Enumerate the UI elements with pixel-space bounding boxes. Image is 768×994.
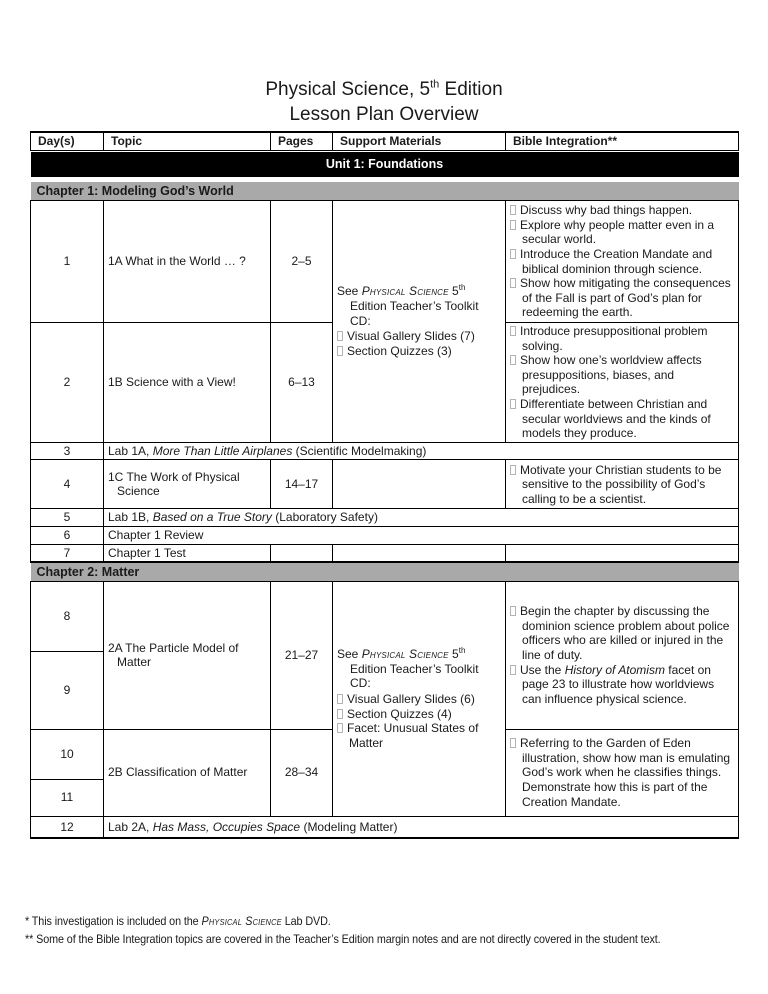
col-header-topic: Topic <box>104 132 271 150</box>
table-row-day-5 <box>31 509 739 527</box>
chapter-2-banner-row <box>31 562 739 581</box>
title-text: Physical Science, 5 <box>265 79 431 100</box>
lesson-plan-table <box>30 131 739 839</box>
bible-item-text: Show how one’s worldview affects presuppositions, biases, and prejudices. <box>520 353 702 397</box>
bible-item-text: Explore why people matter even in a secular world. <box>520 217 715 247</box>
checkbox-icon <box>337 709 343 719</box>
topic-cell-2b <box>104 729 271 816</box>
day-cell-5: 5 <box>31 509 104 527</box>
checkbox-icon <box>510 220 516 230</box>
bible-cell-days-8-9 <box>506 581 739 729</box>
day-cell-12: 12 <box>31 816 104 838</box>
bible-item-text: Differentiate between Christian and secular worldviews and the kinds of models they produce. <box>520 397 711 441</box>
page-title <box>0 77 768 127</box>
bible-item <box>510 663 734 707</box>
pages-cell-2b: 28–34 <box>271 729 333 816</box>
support-item-text: Visual Gallery Slides (7) <box>347 329 475 344</box>
support-item-text: Facet: Unusual States of Matter <box>347 721 479 750</box>
day-cell-6: 6 <box>31 527 104 545</box>
checkbox-icon <box>510 738 516 748</box>
topic-cell-2a <box>104 581 271 729</box>
support-see-line <box>337 284 501 328</box>
day-cell-3: 3 <box>31 442 104 460</box>
lab-text: Lab 1B, <box>108 510 153 525</box>
table-row-day-12 <box>31 816 739 838</box>
lab-title-italic: Based on a True Story <box>152 510 272 525</box>
chapter-1-banner-row <box>31 182 739 201</box>
support-cell-empty <box>333 544 506 562</box>
chapter-2-banner: Chapter 2: Matter <box>31 562 739 581</box>
bible-item <box>510 324 734 353</box>
pages-cell-2a: 21–27 <box>271 581 333 729</box>
title-superscript: th <box>430 78 440 91</box>
bible-item-text: Referring to the Garden of Eden illustration, show how man is emulating God’s work when he classifies things. Demonstrate how this is part of the Creation Mandate. <box>520 736 731 809</box>
table-row-day-3 <box>31 442 739 460</box>
support-cell-chapter-2 <box>333 581 506 816</box>
footnote-bible-integration: ** Some of the Bible Integration topics are covered in the Teacher’s Edition margin notes and are not directly covered in the student text. <box>25 932 661 946</box>
lab-text: (Modeling Matter) <box>300 819 398 834</box>
pages-cell-1b: 6–13 <box>271 323 333 443</box>
checkbox-icon <box>510 665 516 675</box>
lab-cell-1b <box>104 509 739 527</box>
support-superscript: th <box>458 646 466 656</box>
support-superscript: th <box>458 283 466 293</box>
pages-cell-1a: 2–5 <box>271 201 333 323</box>
review-cell-chapter-1: Chapter 1 Review <box>104 527 739 545</box>
bible-item <box>510 397 734 441</box>
table-row-day-1 <box>31 201 739 323</box>
day-cell-10: 10 <box>31 729 104 779</box>
day-cell-4: 4 <box>31 460 104 509</box>
col-header-days: Day(s) <box>31 132 104 150</box>
test-cell-chapter-1: Chapter 1 Test <box>104 544 271 562</box>
table-row-day-6 <box>31 527 739 545</box>
bible-item-text: Discuss why bad things happen. <box>520 203 693 218</box>
col-header-pages: Pages <box>271 132 333 150</box>
support-item-text: Visual Gallery Slides (6) <box>347 691 475 706</box>
bible-item <box>510 463 734 507</box>
support-text: 5 <box>448 647 459 662</box>
support-text: Edition Teacher’s Toolkit CD: <box>350 661 479 691</box>
bible-item <box>510 604 734 662</box>
bible-item <box>510 247 734 276</box>
bible-item-text: Use the <box>520 662 565 677</box>
lab-text: Lab 2A, <box>108 819 153 834</box>
bible-cell-day-2 <box>506 323 739 443</box>
footnote-text: Lab DVD. <box>281 915 331 928</box>
support-item <box>337 721 501 750</box>
checkbox-icon <box>510 399 516 409</box>
bible-item <box>510 736 734 809</box>
support-item-text: Section Quizzes (3) <box>347 343 452 358</box>
bible-item-text: Motivate your Christian students to be sensitive to the possibility of God’s calling to be a scientist. <box>520 462 722 506</box>
book-title-smallcaps: Physical Science <box>201 915 282 928</box>
footnote-lab-dvd <box>25 913 760 931</box>
checkbox-icon <box>337 331 343 341</box>
bible-cell-day-1 <box>506 201 739 323</box>
bible-item-text: Introduce presuppositional problem solving. <box>520 324 708 353</box>
support-see-line <box>337 647 501 691</box>
bible-item <box>510 203 734 218</box>
col-header-bible: Bible Integration** <box>506 132 739 150</box>
topic-text: 1A What in the World … ? <box>108 254 246 269</box>
checkbox-icon <box>510 249 516 259</box>
book-title-smallcaps: Physical Science <box>361 647 449 662</box>
table-row-day-7 <box>31 544 739 562</box>
topic-text: 1B Science with a View! <box>108 375 236 390</box>
lab-title-italic: More Than Little Airplanes <box>152 443 293 458</box>
bible-item-text: Show how mitigating the consequences of the Fall is part of God’s plan for redeeming the earth. <box>520 276 731 320</box>
support-cell-chapter-1 <box>333 201 506 443</box>
pages-cell-1c: 14–17 <box>271 460 333 509</box>
lab-text: Lab 1A, <box>108 443 153 458</box>
day-cell-1: 1 <box>31 201 104 323</box>
checkbox-icon <box>510 465 516 475</box>
checkbox-icon <box>510 355 516 365</box>
support-item-text: Section Quizzes (4) <box>347 706 452 721</box>
topic-text: 2B Classification of Matter <box>108 765 248 780</box>
topic-cell-1c <box>104 460 271 509</box>
table-row-day-8 <box>31 581 739 651</box>
bible-item-text: Begin the chapter by discussing the dominion science problem about police officers who are killed or injured in the line of duty. <box>520 604 730 662</box>
page-title-line2: Lesson Plan Overview <box>289 104 479 125</box>
chapter-1-banner: Chapter 1: Modeling God’s World <box>31 182 739 201</box>
table-header-row <box>31 132 739 150</box>
title-text: Edition <box>439 79 503 100</box>
bible-item <box>510 276 734 320</box>
pages-cell-empty <box>271 544 333 562</box>
support-text: Edition Teacher’s Toolkit CD: <box>350 299 479 328</box>
checkbox-icon <box>510 606 516 616</box>
topic-text: 2A The Particle Model of Matter <box>108 640 239 670</box>
bible-item-text: Introduce the Creation Mandate and biblical dominion through science. <box>520 247 713 276</box>
day-cell-8: 8 <box>31 581 104 651</box>
bible-item <box>510 353 734 397</box>
footnotes <box>25 913 760 948</box>
table-row-day-4 <box>31 460 739 509</box>
lab-text: (Scientific Modelmaking) <box>292 443 427 458</box>
unit-1-banner-row <box>31 150 739 182</box>
support-item <box>337 344 501 359</box>
bible-cell-empty <box>506 544 739 562</box>
lab-cell-1a <box>104 442 739 460</box>
unit-1-banner: Unit 1: Foundations <box>31 152 739 177</box>
day-cell-7: 7 <box>31 544 104 562</box>
day-cell-9: 9 <box>31 651 104 729</box>
footnote-text: * This investigation is included on the <box>25 915 202 928</box>
day-cell-2: 2 <box>31 323 104 443</box>
checkbox-icon <box>510 326 516 336</box>
support-item <box>337 329 501 344</box>
support-cell-empty <box>333 460 506 509</box>
topic-text: 1C The Work of Physical Science <box>108 469 240 499</box>
support-text: See <box>337 284 362 299</box>
day-cell-11: 11 <box>31 779 104 816</box>
lab-title-italic: Has Mass, Occupies Space <box>152 819 301 834</box>
checkbox-icon <box>337 723 343 733</box>
topic-cell-1b <box>104 323 271 443</box>
book-title-smallcaps: Physical Science <box>361 284 449 299</box>
checkbox-icon <box>510 205 516 215</box>
lab-text: (Laboratory Safety) <box>271 510 378 525</box>
page-title-line1 <box>0 77 768 102</box>
bible-cell-day-4 <box>506 460 739 509</box>
bible-item-text: facet on page 23 to illustrate how worldviews can influence physical science. <box>522 662 715 706</box>
bible-cell-days-10-11 <box>506 729 739 816</box>
col-header-support: Support Materials <box>333 132 506 150</box>
support-item <box>337 692 501 707</box>
facet-title-italic: History of Atomism <box>564 662 665 677</box>
checkbox-icon <box>337 346 343 356</box>
checkbox-icon <box>510 278 516 288</box>
checkbox-icon <box>337 694 343 704</box>
support-item <box>337 707 501 722</box>
support-text: See <box>337 647 362 662</box>
support-text: 5 <box>448 284 459 299</box>
lab-cell-2a <box>104 816 739 838</box>
bible-item <box>510 218 734 247</box>
topic-cell-1a <box>104 201 271 323</box>
